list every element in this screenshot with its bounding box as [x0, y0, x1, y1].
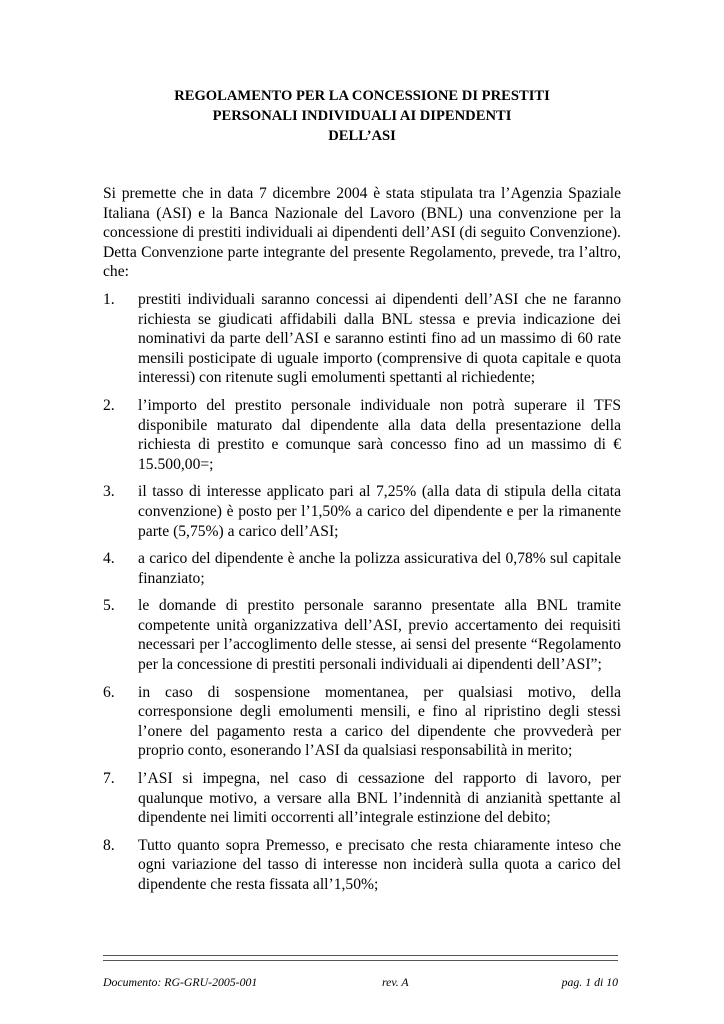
- document-title: [100, 86, 624, 146]
- list-item-number: 6.: [103, 683, 115, 701]
- list-item-number: 3.: [103, 483, 115, 501]
- list-item-number: 1.: [103, 290, 115, 308]
- intro-paragraph-2: Detta Convenzione parte integrante del presente Regolamento, prevede, tra l’altro, che:: [103, 243, 621, 281]
- list-item: [103, 836, 621, 895]
- list-item-text: a carico del dipendente è anche la polizza assicurativa del 0,78% sul capitale finanziato;: [138, 550, 621, 587]
- list-item-number: 2.: [103, 396, 115, 414]
- list-item-text: l’ASI si impegna, nel caso di cessazione del rapporto di lavoro, per qualunque motivo, a versare alla BNL l’indennità di anzianità spettante al dipendente nei limiti occorrenti all’integrale estinzione del debito;: [138, 770, 621, 827]
- footer-document-id: Documento: RG-GRU-2005-001: [103, 975, 258, 989]
- list-item-text: Tutto quanto sopra Premesso, e precisato che resta chiaramente inteso che ogni variazione del tasso di interesse non inciderà sulla quota a carico del dipendente che resta fissata all’1,50%;: [138, 836, 621, 893]
- intro-paragraph-1: Si premette che in data 7 dicembre 2004 è stata stipulata tra l’Agenzia Spaziale Italiana (ASI) e la Banca Nazionale del Lavoro (BNL) una convenzione per la concessione di prestiti individuali ai dipendenti dell’ASI (di seguito Convenzione).: [103, 185, 621, 242]
- footer-divider: [103, 955, 618, 961]
- footer-page-number: pag. 1 di 10: [561, 975, 618, 989]
- list-item: [103, 769, 621, 828]
- list-item: [103, 482, 621, 541]
- list-item-text: in caso di sospensione momentanea, per qualsiasi motivo, della corresponsione degli emolumenti mensili, e fino al ripristino degli stessi l’onere del pagamento resta a carico del dipendente che provvederà per proprio conto, esonerando l’ASI da qualsiasi responsabilità in merito;: [138, 683, 621, 760]
- footer-revision: rev. A: [382, 975, 409, 989]
- list-item-text: l’importo del prestito personale individuale non potrà superare il TFS disponibile maturato dal dipendente alla data della presentazione della richiesta di prestito e comunque sarà concesso fino ad un massimo di € 15.500,00=;: [138, 396, 621, 473]
- title-line-2: PERSONALI INDIVIDUALI AI DIPENDENTI: [212, 108, 512, 124]
- list-item-text: prestiti individuali saranno concessi ai dipendenti dell’ASI che ne faranno richiesta se giudicati affidabili dalla BNL stessa e previa indicazione dei nominativi da parte dell’ASI e saranno estinti fino ad un massimo di 60 rate mensili posticipate di uguale importo (comprensive di quota capitale e quota interessi) con ritenute sugli emolumenti spettanti al richiedente;: [138, 290, 621, 387]
- list-item-text: il tasso di interesse applicato pari al 7,25% (alla data di stipula della citata convenzione) è posto per l’1,50% a carico del dipendente e per la rimanente parte (5,75%) a carico dell’ASI;: [138, 483, 621, 540]
- list-item-number: 4.: [103, 550, 115, 568]
- conditions-list: [103, 290, 621, 895]
- list-item: [103, 683, 621, 761]
- list-item: [103, 596, 621, 674]
- list-item: [103, 396, 621, 474]
- list-item: [103, 290, 621, 388]
- document-body: [103, 184, 621, 903]
- list-item-number: 7.: [103, 770, 115, 788]
- list-item-text: le domande di prestito personale saranno presentate alla BNL tramite competente unità organizzativa dell’ASI, previo accertamento dei requisiti necessari per l’accoglimento delle stesse, ai sensi del presente “Regolamento per la concessione di prestiti personali individuali ai dipendenti dell’ASI”;: [138, 597, 621, 674]
- title-line-3: DELL’ASI: [328, 128, 396, 144]
- list-item: [103, 549, 621, 588]
- title-line-1: REGOLAMENTO PER LA CONCESSIONE DI PRESTITI: [174, 88, 550, 104]
- list-item-number: 8.: [103, 836, 115, 854]
- list-item-number: 5.: [103, 597, 115, 615]
